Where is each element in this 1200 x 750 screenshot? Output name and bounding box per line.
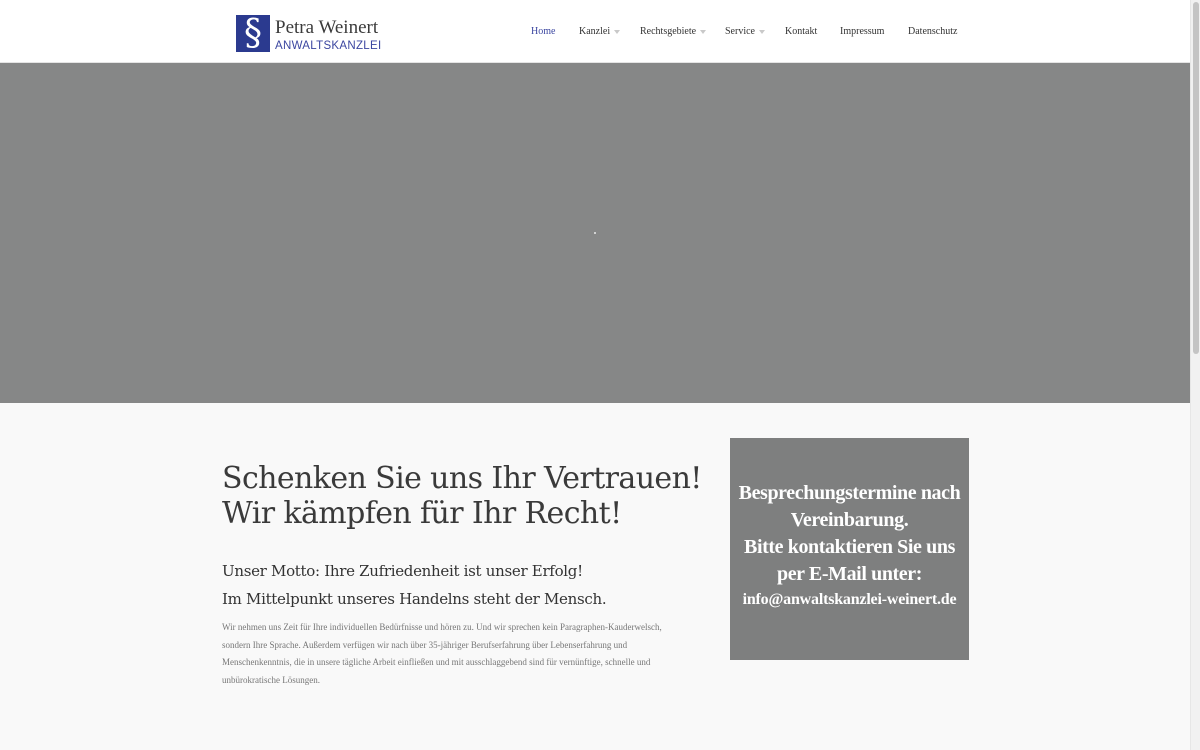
page-scrollbar[interactable] [1190,0,1200,750]
headline-line-2: Wir kämpfen für Ihr Recht! [222,496,622,531]
nav-item-impressum[interactable]: Impressum [840,26,885,37]
intro-paragraph: Wir nehmen uns Zeit für Ihre individuellen Bedürfnisse und hören zu. Und wir sprechen kein Paragraphen-Kauderwelsch, sondern Ihre Sprache. Außerdem verfügen wir nach über 35-jähriger Berufserfahrung über Lebenserfahrung und Menschenkenntnis, die in unsere tägliche Arbeit einfließen und mit ausschlaggebend sind für vernünftige, schnelle und unbürokratische Lösungen. [222,622,662,685]
hero-slider [0,63,1190,403]
nav-item-kanzlei[interactable]: Kanzlei [579,26,611,37]
info-line-3: Bitte kontaktieren Sie uns [744,536,955,558]
nav-item-rechtsgebiete[interactable]: Rechtsgebiete [640,26,697,37]
appointment-info-text [730,480,969,588]
main-navigation [0,0,1190,63]
nav-item-kontakt[interactable]: Kontakt [785,26,818,37]
nav-item-home[interactable]: Home [531,26,556,37]
headline-line-1: Schenken Sie uns Ihr Vertrauen! [222,461,702,496]
appointment-info-box [730,438,969,660]
info-line-4: per E-Mail unter: [776,563,923,585]
loading-indicator-icon [594,232,596,234]
main-content [0,403,1190,750]
scrollbar-thumb[interactable] [1193,2,1199,354]
logo-subtitle: ANWALTSKANZLEI [275,40,382,52]
paragraph-sign-icon: § [236,15,270,52]
site-header [0,0,1190,63]
info-line-1: Besprechungstermine nach [738,482,961,504]
chevron-down-icon [614,30,620,34]
motto-heading: Unser Motto: Ihre Zufriedenheit ist unser Erfolg! [222,562,583,580]
chevron-down-icon [759,30,765,34]
chevron-down-icon [700,30,706,34]
logo-name: Petra Weinert [275,17,379,38]
nav-item-datenschutz[interactable]: Datenschutz [908,26,958,37]
contact-email-link[interactable]: info@anwaltskanzlei-weinert.de [742,591,957,608]
page-headline [222,461,702,531]
subheading: Im Mittelpunkt unseres Handelns steht der Mensch. [222,590,607,608]
nav-item-service[interactable]: Service [725,26,755,37]
info-line-2: Vereinbarung. [790,509,909,531]
